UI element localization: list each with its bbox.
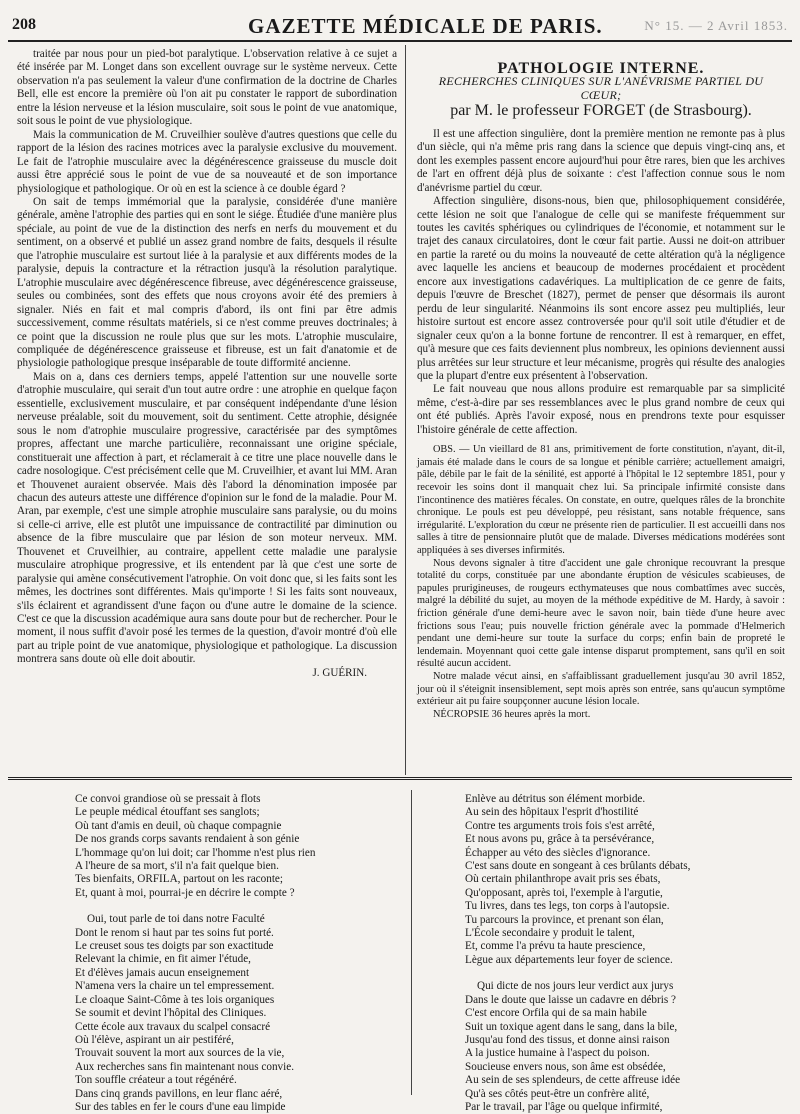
- poem-line: Lègue aux départements leur foyer de science.: [465, 953, 673, 966]
- poem-line: Soucieuse envers nous, son âme est obsédée,: [465, 1060, 666, 1073]
- poem-line: Ton souffle créateur a tout régénéré.: [75, 1074, 237, 1087]
- article-title: RECHERCHES CLINIQUES SUR L'ANÉVRISME PARTIEL DU CŒUR;: [438, 74, 764, 102]
- poem-line: A l'heure de sa mort, s'il n'a fait quelque bien.: [75, 860, 279, 873]
- poem-right-column: [465, 793, 785, 1114]
- paragraph: Affection singulière, disons-nous, bien que, philosophiquement considérée, cette lésion ne soit que l'analogue de celle qui se manifeste fréquemment sur toutes les cavités sphériques ou cylindriques de l'économie, et notamment sur le trajet des canaux circulatoires, dont le cœur fait partie. Aussi ne doit-on attribuer en partie la rareté ou du moins la nouveauté de cette altération qu'à la négligence avec laquelle les anciens et beaucoup de modernes procédaient et procèdent encore aux investigations cadavériques. La multiplication de ce genre de faits, depuis l'œuvre de Breschet (1827), permet de penser que désormais ils auront perdu de leur singularité. Néanmoins ils sont encore assez peu multipliés, leur histoire surtout est encore assez controversée pour qu'il soit utile d'étudier et de signaler ceux qu'on a la bonne fortune de rencontrer. Il est à remarquer, en effet, qu'à mesure que ces faits deviennent plus nombreux, les opinions deviennent aussi plus arrêtées sur leur structure et leur mécanisme, progrès qui résulte des analogies que la plupart d'entre eux présentent à l'observation.: [417, 195, 785, 382]
- poem-line: Où l'élève, aspirant un air pestiféré,: [75, 1033, 234, 1046]
- observation-paragraph: Notre malade vécut ainsi, en s'affaiblissant graduellement jusqu'au 30 avril 1852, jour où il s'éteignit insensiblement, sept mois après son entrée, sans qu'aucun symptôme extérieur ait pu faire soupçonner aucune lésion locale.: [417, 670, 785, 708]
- observation-paragraph: OBS. — Un vieillard de 81 ans, primitivement de forte constitution, n'ayant, dit-il, jamais été malade dans le cours de sa longue et pénible carrière; actuellement amaigri, pâle, débile par le fait de la sénilité, est apporté à l'hôpital le 12 septembre 1851, pour y recevoir les soins dont il manquait chez lui. Sa principale infirmité consiste dans l'incontinence des matières fécales. On constate, en outre, quelques râles de la bronchite chronique. Le pouls est peu développé, peu résistant, sans notable fréquence, sans irrégularité. L'exploration du cœur ne présente rien de particulier. Il est accueilli dans nos salles à titre de pensionnaire plutôt que de malade. Diverses médications modérées sont appliquées à ses diverses infirmités.: [417, 444, 785, 556]
- poem-line: Tu livres, dans tes legs, ton corps à l'autopsie.: [465, 900, 670, 913]
- poem-line: Où certain philanthrope avait pris ses ébats,: [465, 873, 661, 886]
- right-column: [417, 62, 785, 721]
- poem-left-column: [75, 793, 395, 1114]
- poem-line: Contre tes arguments trois fois s'est arrêté,: [465, 819, 655, 832]
- poem-line: Aux recherches sans fin maintenant nous convie.: [75, 1060, 295, 1073]
- poem-line: Et, comme l'a prévu ta haute prescience,: [465, 940, 646, 953]
- left-column: [17, 48, 397, 680]
- poem-line: Sur des tables en fer le cours d'une eau limpide: [75, 1100, 286, 1113]
- poem-line: Et d'élèves jamais aucun enseignement: [75, 966, 250, 979]
- paragraph: On sait de temps immémorial que la paralysie, considérée d'une manière générale, amène l'atrophie des parties qui en sont le siége. Étudiée d'une manière plus spéciale, au point de vue de la distinction des nerfs en nerfs du mouvement et du sentiment, on a observé et publié un assez grand nombre de faits, desquels il résulte que l'atrophie musculaire est surtout liée à la paralysie et aux différents modes de la paralysie, depuis la contracture et la rétraction jusqu'à la résolution paralytique. L'atrophie musculaire avec dégénérescence fibreuse, avec dégénérescence graisseuse, seules ou combinées, sont des effets que nous croyons avoir été des premiers à signaler. Niés en fait et mal compris d'abord, ils ont fini par être admis successivement, comme résultats matériels, si ce n'est comme preuves doctrinales; à ce point que la discussion ne roule plus que sur les mots. L'atrophie musculaire, compliquée de dégénérescence graisseuse et fibreuse, est un fait d'anatomie et de physiologie pathologique presque inséparable de toute difformité ancienne.: [17, 195, 397, 370]
- section-title: PATHOLOGIE INTERNE.: [497, 60, 705, 77]
- byline: par M. le professeur FORGET (de Strasbourg).: [450, 102, 752, 120]
- poem-line: Et, quant à moi, pourrai-je en décrire le compte ?: [75, 886, 295, 899]
- bleed-through-text: N° 15. — 2 Avril 1853.: [644, 18, 788, 33]
- poem-line: Qui dicte de nos jours leur verdict aux jurys: [477, 980, 674, 993]
- paragraph: traitée par nous pour un pied-bot paralytique. L'observation relative à ce sujet a été insérée par M. Longet dans son excellent ouvrage sur le système nerveux. Cette observation n'a pas seulement la valeur d'une confirmation de la doctrine de Charles Bell, elle est encore la première où l'on ait pu constater le rapport de subordination entre la lésion nerveuse et la lésion musculaire, soit sous le point de vue anatomique, soit sous le point de vue physiologique.: [17, 48, 397, 128]
- poem-line: A la justice humaine à l'aspect du poison.: [465, 1047, 650, 1060]
- column-divider: [405, 45, 406, 775]
- header-rule: [8, 40, 792, 42]
- poem-line: Qu'opposant, après toi, l'exemple à l'argutie,: [465, 886, 663, 899]
- poem-line: Relevant la chimie, en fit aimer l'étude,: [75, 953, 251, 966]
- poem-line: Se soumit et devint l'hôpital des Cliniques.: [75, 1007, 267, 1020]
- observation-paragraph: Nous devons signaler à titre d'accident une gale chronique recouvrant la presque totalité du corps, constituée par une abondante éruption de vésicules scabieuses, de papules prurigineuses, de rougeurs ecthymateuses que nous combattîmes avec succès, malgré la débilité du sujet, au moyen de la méthode expéditive de M. Hardy, à savoir : friction générale d'une demi-heure avec le savon noir, bain tiède d'une heure avec frictions sous l'eau; puis nouvelle friction générale avec la pommade d'Helmerich pendant une demi-heure sur toute la surface du corps; enfin bain de propreté le lendemain. Moyennant quoi cette gale intense disparut promptement, sans qu'il en soit résulté aucun accident.: [417, 557, 785, 670]
- paragraph: Mais on a, dans ces derniers temps, appelé l'attention sur une nouvelle sorte d'atrophie musculaire, qui serait d'un tout autre ordre : une atrophie en quelque façon essentielle, exclusivement musculaire, et par conséquent indépendante d'une lésion nerveuse préalable, soit du mouvement, soit du sentiment. Cette atrophie, désignée sous le nom d'atrophie musculaire progressive, caractérisée par des symptômes propres, affectant une marche particulière, reconnaissant une origine spéciale, constituerait une affection à part, et réclamerait à ce titre une place nouvelle dans le cadre nosologique. C'est précisément celle que M. Cruveilhier, et avant lui MM. Aran et Thouvenet auraient observée. Mais dès l'abord la dénomination imposée par chacun des auteurs atteste une différence d'opinion sur le fond de la maladie. Pour M. Aran, par exemple, c'est une simple atrophie musculaire sans paralysie, ou du moins si celle-ci arrive, elle est plutôt une impuissance de contractilité par diminution ou absence de la fibre musculaire que par lésion de son moteur nerveux. MM. Thouvenet et Cruveilhier, au contraire, appellent cette maladie une paralysie musculaire atrophique progressive, et ils entendent par là que c'est une sorte de paralysie qui amène consécutivement l'atrophie. On voit donc que, si les faits sont les mêmes, les doctrines sont différentes. Mais qu'importe ! Si les faits sont nouveaux, s'ils éclairent et agrandissent d'une façon ou d'une autre le domaine de la science. C'est ce que la discussion académique aura sans doute pour but de rechercher. Pour le moment, il nous suffit d'avoir posé les termes de la question, d'avoir montré d'où elle part au triple point de vue anatomique, physiologique et pathologique. La discussion montrera sans doute où elle doit aboutir.: [17, 370, 397, 666]
- poem-line: C'est sans doute en songeant à ces brûlants débats,: [465, 860, 691, 873]
- poem-line: Trouvait souvent la mort aux sources de la vie,: [75, 1047, 285, 1060]
- poem-line: L'hommage qu'on lui doit; car l'homme n'est plus rien: [75, 846, 316, 859]
- poem-line: Oui, tout parle de toi dans notre Faculté: [87, 913, 265, 926]
- poem-line: Le creuset sous tes doigts par son exactitude: [75, 940, 274, 953]
- poem-column-divider: [411, 790, 412, 1095]
- poem-line: Et nous avons pu, grâce à ta persévérance,: [465, 833, 655, 846]
- poem-line: Jusqu'au fond des tissus, et donne ainsi raison: [465, 1033, 670, 1046]
- poem-line: Où tant d'amis en deuil, où chaque compagnie: [75, 819, 282, 832]
- poem-line: C'est encore Orfila qui de sa main habile: [465, 1007, 647, 1020]
- poem-line: Le cloaque Saint-Côme à tes lois organiques: [75, 993, 275, 1006]
- poem-line: De nos grands corps savants rendaient à son génie: [75, 833, 300, 846]
- poem-line: Dans le doute que laisse un cadavre en débris ?: [465, 993, 676, 1006]
- paragraph: Le fait nouveau que nous allons produire est remarquable par sa simplicité même, c'est-à-dire par ses ressemblances avec le plus grand nombre de ceux qui ont été publiés. Après l'avoir exposé, nous en prendrons texte pour esquisser l'histoire générale de cette affection.: [417, 383, 785, 436]
- paragraph: Mais la communication de M. Cruveilhier soulève d'autres questions que celle du rapport de la lésion des racines motrices avec la paralysie exclusive du mouvement. Le fait de l'atrophie musculaire avec la dégénérescence graisseuse du muscle doit aussi être apprécié sous le point de vue de sa nouveauté et de son importance physiologique et pathologique. Or où en est la science à ce double égard ?: [17, 128, 397, 195]
- poem-line: Dans cinq grands pavillons, en leur flanc aéré,: [75, 1087, 283, 1100]
- poem-line: Cette école aux travaux du scalpel consacré: [75, 1020, 271, 1033]
- page-number: 208: [12, 16, 36, 33]
- poem-line: Tes bienfaits, ORFILA, partout on les raconte;: [75, 873, 284, 886]
- signature: J. GUÉRIN.: [312, 666, 367, 679]
- feuilleton-rule: [8, 777, 792, 780]
- poem-line: Échapper au véto des siècles d'ignorance.: [465, 846, 651, 859]
- poem-line: Tu parcours la province, et prenant son élan,: [465, 913, 664, 926]
- poem-line: Ce convoi grandiose où se pressait à flots: [75, 793, 261, 805]
- poem-line: Suit un toxique agent dans le sang, dans la bile,: [465, 1020, 678, 1033]
- poem-line: Dont le renom si haut par tes soins fut porté.: [75, 926, 274, 939]
- poem-line: Au sein des hôpitaux l'esprit d'hostilité: [465, 806, 639, 819]
- poem-line: Par le travail, par l'âge ou quelque infirmité,: [465, 1100, 663, 1113]
- journal-title: GAZETTE MÉDICALE DE PARIS.: [248, 14, 603, 38]
- poem-line: N'amena vers la chaire un tel empressement.: [75, 980, 275, 993]
- poem-line: Enlève au détritus son élément morbide.: [465, 793, 646, 805]
- poem-line: Au sein de ses splendeurs, de cette affreuse idée: [465, 1074, 681, 1087]
- poem-line: Qu'à ses côtés peut-être un confrère alité,: [465, 1087, 650, 1100]
- paragraph: Il est une affection singulière, dont la première mention ne remonte pas à plus d'un siècle, qui n'a même pris rang dans la science que depuis vingt-cinq ans, et dont les exemples passent encore aujourd'hui pour être rares, bien que les archives de l'art en offrent déjà plus de soixante : c'est l'affection connue sous le nom d'anévrisme partiel du cœur.: [417, 127, 785, 194]
- page-header: [8, 14, 792, 40]
- poem-line: L'École secondaire y produit le talent,: [465, 927, 635, 940]
- necropsy-line: NÉCROPSIE 36 heures après la mort.: [433, 708, 591, 720]
- poem-line: Le peuple médical étouffant ses sanglots;: [75, 806, 260, 819]
